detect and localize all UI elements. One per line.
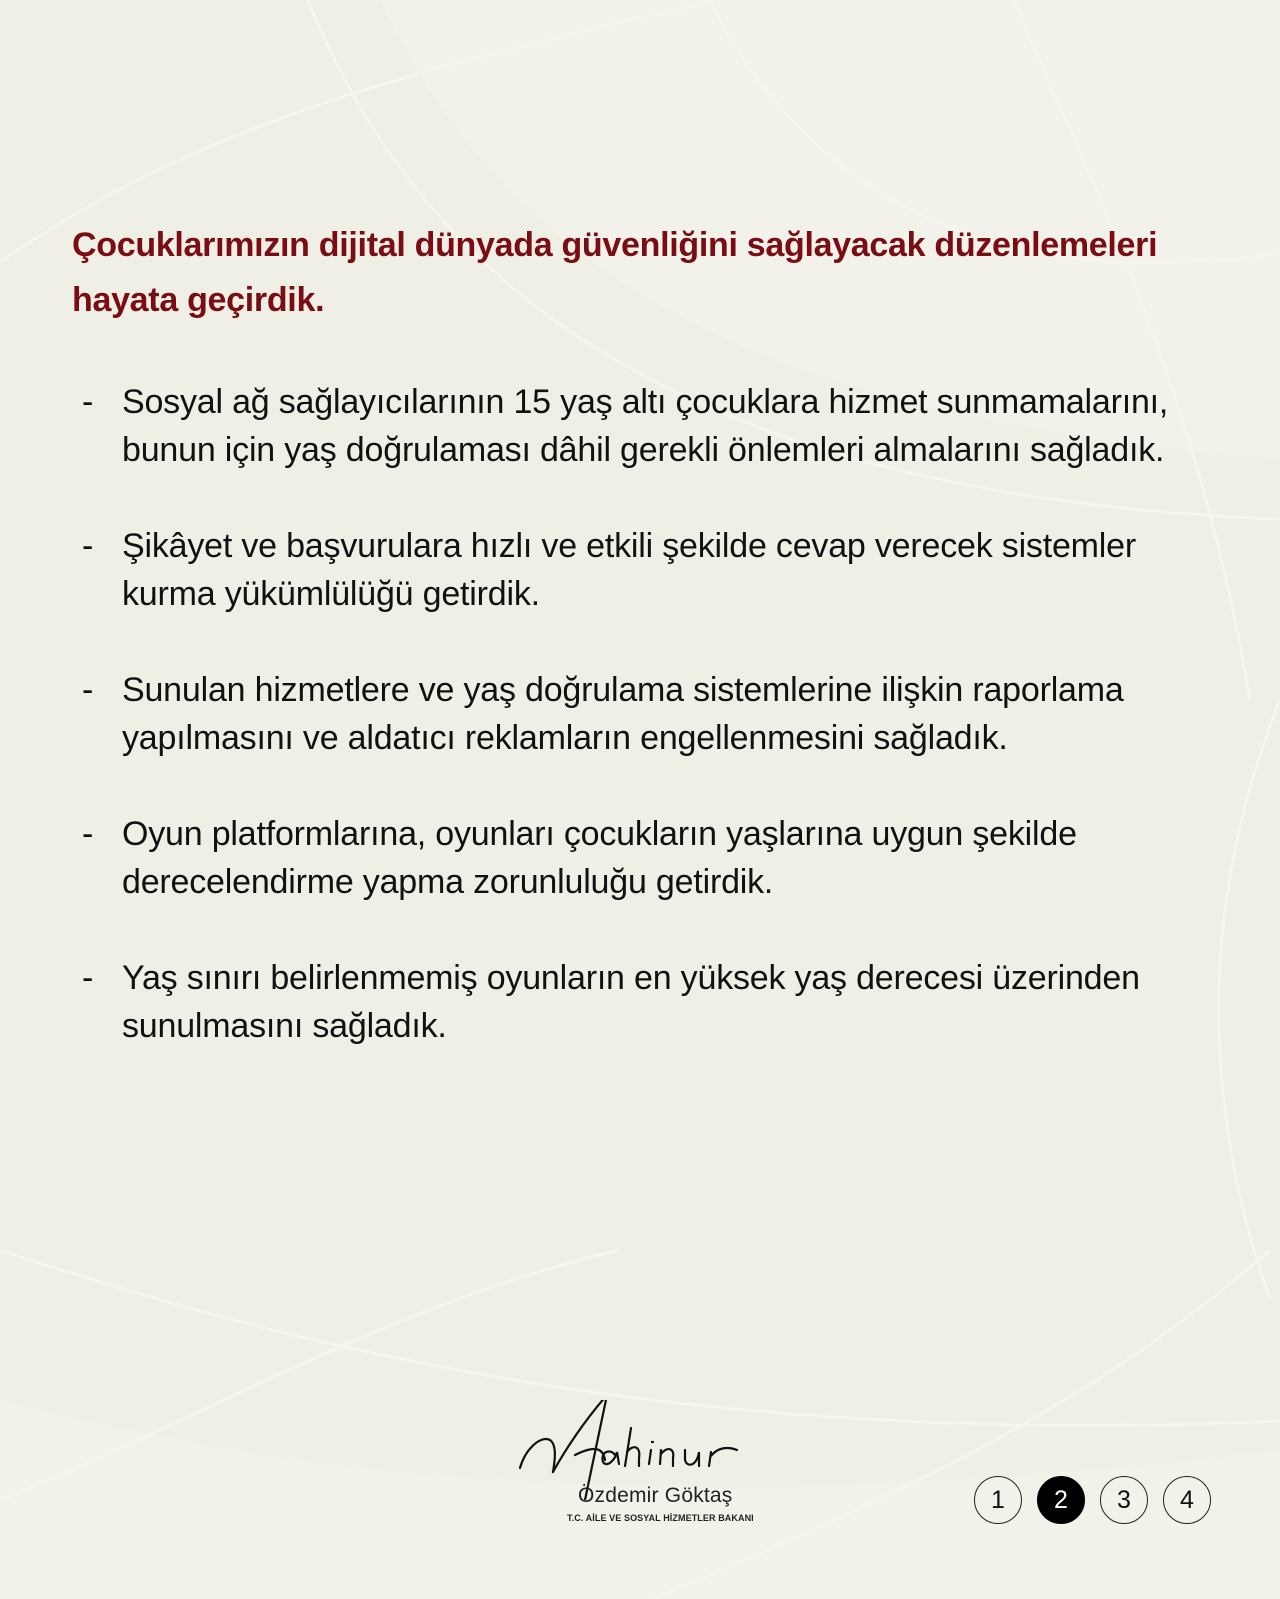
page-indicator-4[interactable]: 4 <box>1163 1476 1211 1524</box>
signature-title: T.C. AİLE VE SOSYAL HİZMETLER BAKANI <box>567 1513 754 1523</box>
page-indicator-3[interactable]: 3 <box>1100 1476 1148 1524</box>
signature-full-name: Özdemir Göktaş <box>578 1484 733 1507</box>
bullet-list <box>82 378 1232 1098</box>
headline: Çocuklarımızın dijital dünyada güvenliğini sağlayacak düzenlemeleri hayata geçirdik. <box>72 226 1158 319</box>
bullet-dash: - <box>82 527 94 565</box>
bullet-dash: - <box>82 671 94 709</box>
list-item-text: Oyun platformlarına, oyunları çocukların yaşlarına uygun şekilde derecelendirme yapma zorunluluğu getirdik. <box>122 815 1077 901</box>
list-item <box>82 666 1232 762</box>
list-item-text: Yaş sınırı belirlenmemiş oyunların en yüksek yaş derecesi üzerinden sunulmasını sağladık. <box>122 959 1140 1045</box>
page-indicator <box>974 1476 1211 1524</box>
page-indicator-2-active[interactable]: 2 <box>1037 1476 1085 1524</box>
signature-logo <box>515 1400 775 1530</box>
bullet-dash: - <box>82 815 94 853</box>
bullet-dash: - <box>82 959 94 997</box>
bullet-dash: - <box>82 383 94 421</box>
list-item-text: Şikâyet ve başvurulara hızlı ve etkili şekilde cevap verecek sistemler kurma yükümlülüğü getirdik. <box>122 527 1136 613</box>
list-item <box>82 810 1232 906</box>
page-indicator-1[interactable]: 1 <box>974 1476 1022 1524</box>
list-item-text: Sosyal ağ sağlayıcılarının 15 yaş altı çocuklara hizmet sunmamalarını, bunun için yaş doğrulaması dâhil gerekli önlemleri almalarını sağladık. <box>122 383 1169 469</box>
list-item <box>82 954 1232 1050</box>
list-item <box>82 378 1232 474</box>
list-item-text: Sunulan hizmetlere ve yaş doğrulama sistemlerine ilişkin raporlama yapılmasını ve aldatıcı reklamların engellenmesini sağladık. <box>122 671 1124 757</box>
list-item <box>82 522 1232 618</box>
